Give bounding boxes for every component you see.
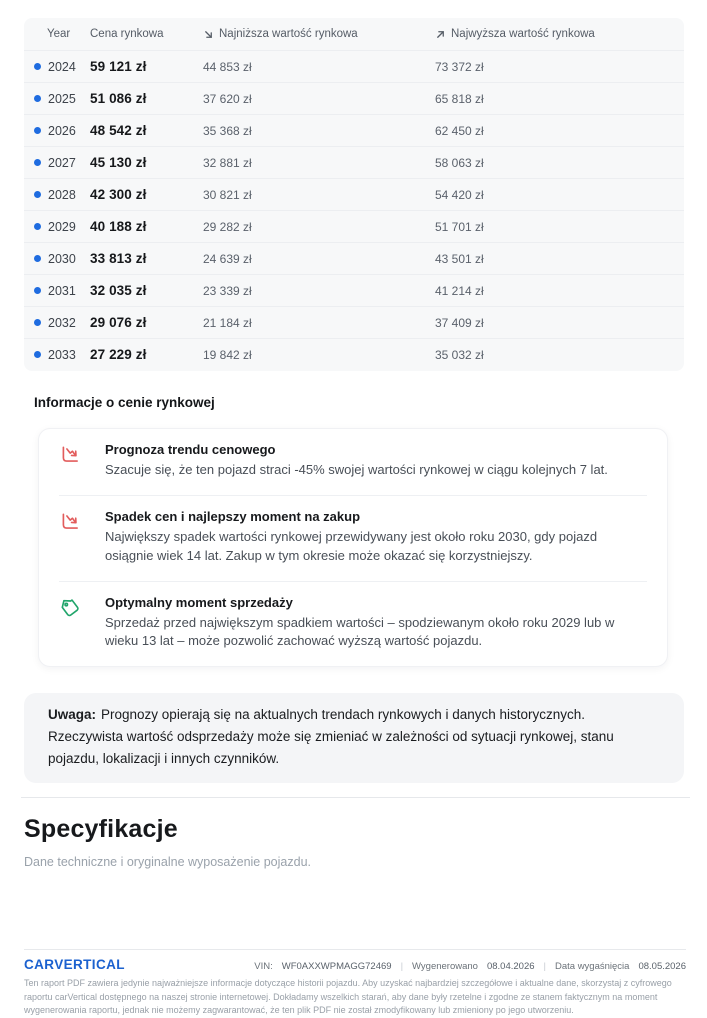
divider: |: [543, 961, 546, 972]
info-item-best-sell-moment: [39, 582, 667, 667]
table-row: [24, 146, 684, 178]
legend-dot-icon: [34, 63, 41, 70]
arrow-down-right-icon: [203, 29, 214, 40]
min-value: 29 282 zł: [203, 219, 252, 234]
market-price: 33 813 zł: [90, 251, 147, 266]
table-row: [24, 114, 684, 146]
chart-decline-icon: [59, 511, 81, 533]
year-value: 2030: [48, 251, 76, 266]
price-tag-icon: [59, 597, 81, 619]
specifications-title: Specyfikacje: [24, 814, 178, 843]
min-value: 19 842 zł: [203, 347, 252, 362]
min-value: 44 853 zł: [203, 59, 252, 74]
generated-label: Wygenerowano: [412, 961, 478, 972]
info-item-best-buy-moment: [39, 496, 667, 581]
vin-label: VIN:: [254, 961, 273, 972]
price-info-card: [38, 428, 668, 667]
min-value: 35 368 zł: [203, 123, 252, 138]
column-header-year: Year: [47, 28, 71, 40]
table-row: [24, 82, 684, 114]
year-value: 2028: [48, 187, 76, 202]
legend-dot-icon: [34, 223, 41, 230]
expiry-label: Data wygaśnięcia: [554, 961, 630, 972]
table-row: [24, 210, 684, 242]
min-value: 23 339 zł: [203, 283, 252, 298]
info-item-price-trend: [39, 429, 667, 495]
table-header-row: [24, 18, 684, 50]
note-label: Uwaga:: [48, 707, 97, 723]
info-item-description: Największy spadek wartości rynkowej przewidywany jest około roku 2030, gdy pojazd osiągnie wiek 14 lat. Zakup w tym okresie może okazać się korzystniejszy.: [105, 528, 598, 563]
table-row: [24, 306, 684, 338]
legend-dot-icon: [34, 319, 41, 326]
legend-dot-icon: [34, 255, 41, 262]
min-value: 24 639 zł: [203, 251, 252, 266]
year-value: 2029: [48, 219, 76, 234]
min-value: 30 821 zł: [203, 187, 252, 202]
min-value: 21 184 zł: [203, 315, 252, 330]
market-price: 59 121 zł: [90, 59, 147, 74]
market-price: 51 086 zł: [90, 91, 147, 106]
info-item-description: Szacuje się, że ten pojazd straci -45% swojej wartości rynkowej w ciągu kolejnych 7 lat.: [105, 462, 608, 477]
expiry-date: 08.05.2026: [638, 961, 686, 972]
info-section-title: Informacje o cenie rynkowej: [34, 395, 215, 410]
column-header-min: Najniższa wartość rynkowa: [203, 28, 435, 40]
info-item-title: Optymalny moment sprzedaży: [105, 594, 293, 610]
max-value: 43 501 zł: [435, 251, 484, 266]
specifications-subtitle: Dane techniczne i oryginalne wyposażenie pojazdu.: [24, 854, 311, 869]
max-value: 58 063 zł: [435, 155, 484, 170]
max-value: 65 818 zł: [435, 91, 484, 106]
legend-dot-icon: [34, 191, 41, 198]
max-value: 37 409 zł: [435, 315, 484, 330]
table-row: [24, 50, 684, 82]
year-value: 2024: [48, 59, 76, 74]
column-header-price: Cena rynkowa: [90, 28, 164, 40]
market-price: 45 130 zł: [90, 155, 147, 170]
max-value: 54 420 zł: [435, 187, 484, 202]
legend-dot-icon: [34, 95, 41, 102]
section-divider: [21, 797, 690, 798]
year-value: 2032: [48, 315, 76, 330]
min-value: 32 881 zł: [203, 155, 252, 170]
max-value: 35 032 zł: [435, 347, 484, 362]
vin-value: WF0AXXWPMAGG72469: [281, 961, 392, 972]
info-item-title: Prognoza trendu cenowego: [105, 442, 276, 457]
market-price: 32 035 zł: [90, 283, 147, 298]
footer-disclaimer: Ten raport PDF zawiera jedynie najważniejsze informacje dotyczące historii pojazdu. Aby uzyskać najbardziej szczegółowe i aktualne dane, skorzystaj z cyfrowego raportu carVertical dostępnego na naszej stronie internetowej. Dokładamy wszelkich starań, aby dane były rzetelne i zgodne ze stanem faktycznym na moment wygenerowania raportu, jednak nie możemy zagwarantować, że ten plik PDF nie został zmodyfikowany lub zmieniony po jego utworzeniu.: [24, 978, 672, 1015]
legend-dot-icon: [34, 287, 41, 294]
market-value-table: [24, 18, 684, 371]
year-value: 2031: [48, 283, 76, 298]
market-price: 27 229 zł: [90, 347, 147, 362]
divider: |: [400, 961, 404, 972]
year-value: 2027: [48, 155, 76, 170]
report-meta: [254, 961, 686, 972]
legend-dot-icon: [34, 127, 41, 134]
info-item-title: Spadek cen i najlepszy moment na zakup: [105, 508, 361, 524]
table-row: [24, 274, 684, 306]
generated-date: 08.04.2026: [486, 961, 535, 972]
carvertical-logo: CARVERTICAL: [24, 957, 125, 972]
market-price: 29 076 zł: [90, 315, 147, 330]
arrow-up-right-icon: [435, 29, 446, 40]
year-value: 2033: [48, 347, 76, 362]
note-text: Prognozy opierają się na aktualnych trendach rynkowych i danych historycznych. Rzeczywista wartość odsprzedaży może się zmieniać w zależności od sytuacji rynkowej, stanu pojazdu, lokalizacji i innych czynników.: [48, 707, 614, 766]
table-row: [24, 242, 684, 274]
legend-dot-icon: [34, 351, 41, 358]
info-item-description: Sprzedaż przed największym spadkiem wartości – spodziewanym około roku 2029 lub w wieku 13 lat – może pozwolić zachować wyższą wartość pojazdu.: [105, 614, 615, 649]
market-price: 48 542 zł: [90, 123, 147, 138]
year-value: 2026: [48, 123, 76, 138]
report-footer: [24, 949, 686, 1018]
column-header-max: Najwyższa wartość rynkowa: [435, 28, 674, 40]
max-value: 62 450 zł: [435, 123, 484, 138]
max-value: 73 372 zł: [435, 59, 484, 74]
legend-dot-icon: [34, 159, 41, 166]
max-value: 51 701 zł: [435, 219, 484, 234]
chart-decline-icon: [59, 444, 81, 466]
max-value: 41 214 zł: [435, 283, 484, 298]
min-value: 37 620 zł: [203, 91, 252, 106]
market-price: 42 300 zł: [90, 187, 147, 202]
table-row: [24, 178, 684, 210]
market-price: 40 188 zł: [90, 219, 147, 234]
note-box: [24, 693, 684, 783]
year-value: 2025: [48, 91, 76, 106]
table-row: [24, 338, 684, 370]
